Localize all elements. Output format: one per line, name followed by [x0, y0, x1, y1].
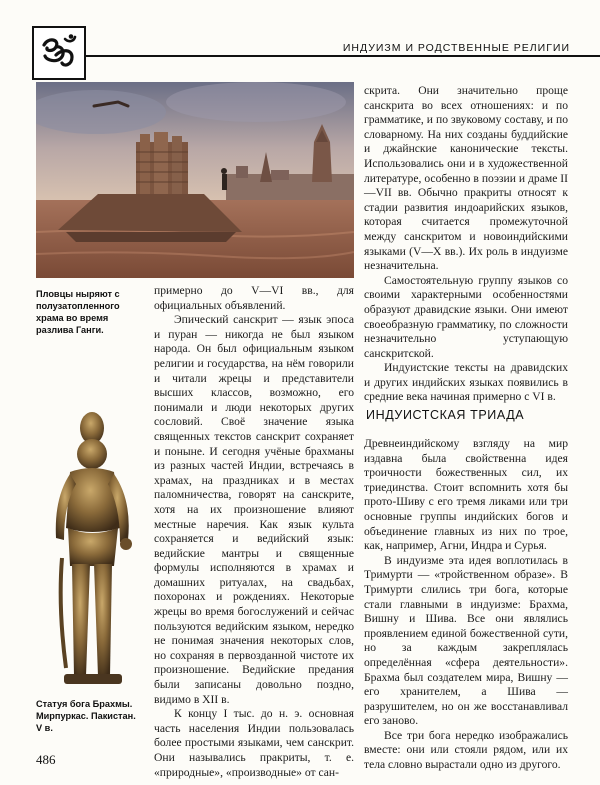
left-text-column — [154, 284, 354, 780]
om-symbol-icon — [32, 26, 86, 80]
paragraph: Индуистские тексты на дравидских и других индийских языках появились в средние века начиная примерно с VI в. — [364, 361, 568, 404]
header-rule — [86, 55, 600, 57]
statue-caption: Статуя бога Брахмы. Мирпуркас. Пакистан. V в. — [36, 699, 136, 733]
section-label: ИНДУИЗМ И РОДСТВЕННЫЕ РЕЛИГИИ — [342, 42, 570, 54]
paragraph: Эпический санскрит — язык эпоса и пуран — никогда не был языком народа. Он был официальным языком религии и государства, на нём говорили и читали жрецы и представители высших классов, возможно, его понимали и люди некоторых других сословий. Своё значение языка священных текстов санскрит сохраняет и поныне. И сегодня учёные брахманы из разных частей Индии, встречаясь в храмах, на праздниках и в местах паломничества, говорят на санскрите, хотя на их произношение влияют местные наречия. Как язык культа сохраняется и ведийский язык: ведийские мантры и священные формулы исполняются в храмах и домашних ритуалах, на свадьбах, похоронах и рождениях. Некоторые жрецы во время богослужений и сейчас пользуются ведийским языком, нередко не понимая значения некоторых слов, но сохраняя в первозданной чистоте их произношение. Ведийские предания были записаны довольно поздно, видимо в XII в. — [154, 313, 354, 706]
temple-photo-caption: Пловцы ныряют с полузатопленного храма во время разлива Ганги. — [36, 289, 120, 335]
paragraph: скрита. Они значительно проще санскрита во всех отношениях: и по грамматике, и по звуковому составу, и по словарному. На них созданы буддийские и джайнские канонические тексты. Использовались они и в художественной литературе, особенно в поэзии и драме II—VII вв. Обычно пракриты относят к стадии развития индоарийских языков, которая считается промежуточной между санскритом и новоиндийскими языками (V—X вв.). Их роль в индуизме незначительна. — [364, 84, 568, 273]
brahma-statue-image — [40, 408, 144, 692]
om-symbol-glyph — [38, 33, 80, 73]
paragraph: Древнеиндийскому взгляду на мир издавна была свойственна идея троичности божественных сил, их триединства. Стоит вспомнить хотя бы прото-Шиву с его тремя ликами или три основные группы индийских богов и объединение главных из них по трое, как, например, Агни, Индра и Сурья. — [364, 437, 568, 553]
paragraph: примерно до V—VI вв., для официальных объявлений. — [154, 284, 354, 312]
right-text-column-top — [364, 84, 568, 405]
right-text-column-bottom — [364, 437, 568, 773]
section-heading: ИНДУИСТСКАЯ ТРИАДА — [366, 408, 525, 422]
paragraph: К концу I тыс. до н. э. основная часть населения Индии пользовалась более простыми языками, чем санскрит. Они назывались пракриты, т. е. «природные», «производные» от сан- — [154, 707, 354, 779]
temple-photo — [36, 82, 354, 278]
paragraph: Самостоятельную группу языков со своими характерными особенностями образуют дравидские языки. Они имеют своеобразную грамматику, по сложности незначительно уступающую санскритской. — [364, 273, 568, 360]
paragraph: В индуизме эта идея воплотилась в Тримурти — «тройственном образе». В Тримурти слились три бога, которые стали главными в индуизме: Брахма, Вишну и Шива. Все они являлись проявлением единой божественной сути, но за каждым закреплялась определённая «сфера деятельности». Брахма был создателем мира, Вишну — его хранителем, а Шива — разрушителем, но он же восстанавливал его заново. — [364, 553, 568, 728]
page-number: 486 — [36, 752, 56, 767]
paragraph: Все три бога нередко изображались вместе: они или стояли рядом, или их тела словно вырастали одно из другого. — [364, 728, 568, 772]
